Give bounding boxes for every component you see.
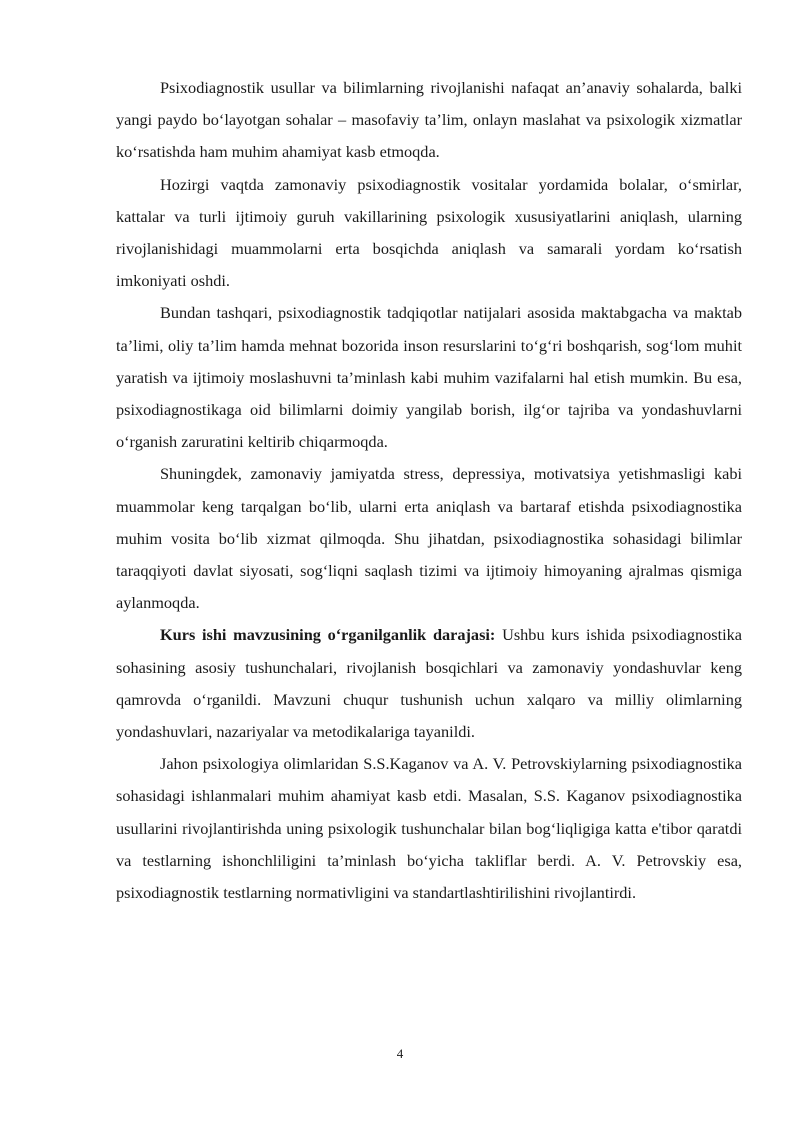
paragraph-4: Shuningdek, zamonaviy jamiyatda stress, depressiya, motivatsiya yetishmasligi kabi muammolar keng tarqalgan bo‘lib, ularni erta aniqlash va bartaraf etishda psixodiagnostika muhim vosita bo‘lib xizmat qilmoqda. Shu jihatdan, psixodiagnostika sohasidagi bilimlar taraqqiyoti davlat siyosati, sog‘liqni saqlash tizimi va ijtimoiy himoyaning ajralmas qismiga aylanmoqda.	[116, 464, 742, 613]
paragraph-1: Psixodiagnostik usullar va bilimlarning rivojlanishi nafaqat an’anaviy sohalarda, balki yangi paydo bo‘layotgan sohalar – masofaviy ta’lim, onlayn maslahat va psixologik xizmatlar ko‘rsatishda ham muhim ahamiyat kasb etmoqda.	[116, 78, 742, 162]
paragraph-5	[116, 619, 742, 748]
paragraph-2: Hozirgi vaqtda zamonaviy psixodiagnostik vositalar yordamida bolalar, o‘smirlar, kattalar va turli ijtimoiy guruh vakillarining psixologik xususiyatlarini aniqlash, ularning rivojlanishidagi muammolarni erta bosqichda aniqlash va samarali yordam ko‘rsatish imkoniyati oshdi.	[116, 174, 742, 291]
document-body	[116, 72, 742, 909]
paragraph-3: Bundan tashqari, psixodiagnostik tadqiqotlar natijalari asosida maktabgacha va maktab ta’limi, oliy ta’lim hamda mehnat bozorida inson resurslarini to‘g‘ri boshqarish, sog‘lom muhit yaratish va ijtimoiy moslashuvni ta’minlash kabi muhim vazifalarni hal etish mumkin. Bu esa, psixodiagnostikaga oid bilimlarni doimiy yangilab borish, ilg‘or tajriba va yondashuvlarni o‘rganish zaruratini keltirib chiqarmoqda.	[116, 303, 742, 452]
paragraph-5-bold-lead: Kurs ishi mavzusining o‘rganilganlik darajasi:	[160, 625, 496, 645]
page-number: 4	[396, 1046, 404, 1061]
paragraph-6: Jahon psixologiya olimlaridan S.S.Kaganov va A. V. Petrovskiylarning psixodiagnostika sohasidagi ishlanmalari muhim ahamiyat kasb etdi. Masalan, S.S. Kaganov psixodiagnostika usullarini rivojlantirishda uning psixologik tushunchalar bilan bog‘liqligiga katta e'tibor qaratdi va testlarning ishonchliligini ta’minlash bo‘yicha takliflar berdi. A. V. Petrovskiy esa, psixodiagnostik testlarning normativligini va standartlashtirilishini rivojlantirdi.	[116, 754, 742, 903]
paragraph-5-text: Ushbu kurs ishida psixodiagnostika sohasining asosiy tushunchalari, rivojlanish bosqichlari va zamonaviy yondashuvlar keng qamrovda o‘rganildi. Mavzuni chuqur tushunish uchun xalqaro va milliy olimlarning yondashuvlari, nazariyalar va metodikalariga tayanildi.	[116, 625, 742, 742]
